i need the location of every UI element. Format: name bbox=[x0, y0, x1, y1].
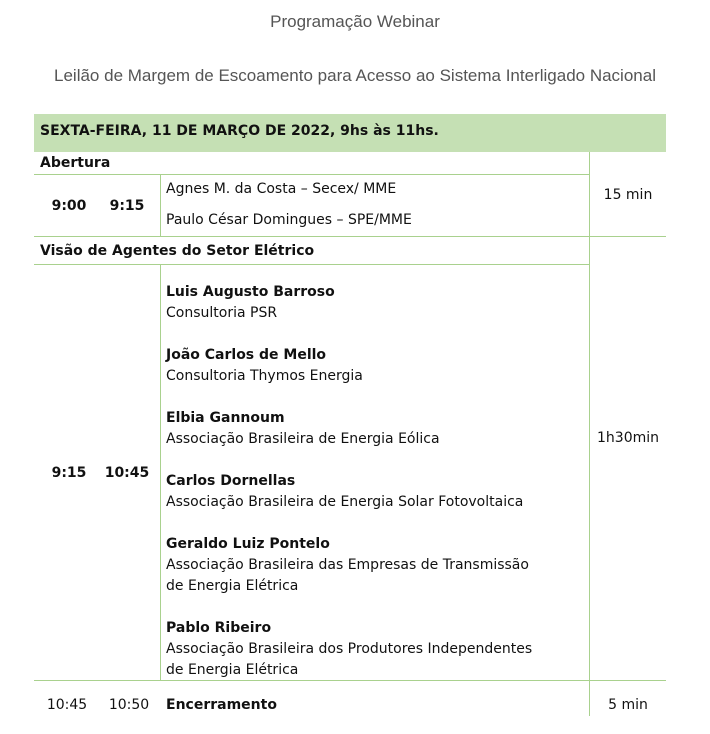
opening-end-time: 9:15 bbox=[109, 198, 145, 214]
closing-duration: 5 min bbox=[608, 697, 648, 713]
speaker-name: Carlos Dornellas bbox=[166, 473, 296, 489]
speaker-name: Pablo Ribeiro bbox=[166, 620, 272, 636]
agents-duration: 1h30min bbox=[597, 430, 659, 446]
speaker-name: Geraldo Luiz Pontelo bbox=[166, 536, 330, 552]
speaker-org: Associação Brasileira de Energia Eólica bbox=[166, 431, 440, 447]
agents-label: Visão de Agentes do Setor Elétrico bbox=[40, 243, 315, 259]
closing-end-time: 10:50 bbox=[108, 697, 150, 713]
page-title: Programação Webinar bbox=[270, 12, 440, 31]
speaker-name: Elbia Gannoum bbox=[166, 410, 285, 426]
opening-duration: 15 min bbox=[603, 187, 653, 203]
opening-section-divider bbox=[34, 236, 666, 237]
agents-label-divider bbox=[34, 264, 589, 265]
opening-speaker: Paulo César Domingues – SPE/MME bbox=[166, 212, 412, 228]
speaker-org: Associação Brasileira das Empresas de Transmissão bbox=[166, 557, 529, 573]
agents-end-time: 10:45 bbox=[104, 465, 150, 481]
date-header: SEXTA-FEIRA, 11 DE MARÇO DE 2022, 9hs às 11hs. bbox=[40, 123, 439, 139]
speaker-org: Associação Brasileira dos Produtores Independentes bbox=[166, 641, 533, 657]
speaker-org: Consultoria PSR bbox=[166, 305, 278, 321]
schedule-table bbox=[34, 114, 666, 716]
agents-time-divider bbox=[160, 264, 161, 680]
closing-start-time: 10:45 bbox=[46, 697, 88, 713]
opening-start-time: 9:00 bbox=[51, 198, 87, 214]
speaker-org: Associação Brasileira de Energia Solar Fotovoltaica bbox=[166, 494, 524, 510]
speaker-org: de Energia Elétrica bbox=[166, 578, 299, 594]
opening-time-divider bbox=[160, 174, 161, 237]
speaker-name: João Carlos de Mello bbox=[166, 347, 327, 363]
opening-label-divider bbox=[34, 174, 589, 175]
opening-label: Abertura bbox=[40, 155, 111, 171]
agents-start-time: 9:15 bbox=[51, 465, 87, 481]
speaker-org: Consultoria Thymos Energia bbox=[166, 368, 363, 384]
speaker-org: de Energia Elétrica bbox=[166, 662, 299, 678]
page-subtitle: Leilão de Margem de Escoamento para Acesso ao Sistema Interligado Nacional bbox=[54, 66, 656, 85]
speaker-name: Luis Augusto Barroso bbox=[166, 284, 335, 300]
agents-section-divider bbox=[34, 680, 666, 681]
closing-label: Encerramento bbox=[166, 697, 277, 713]
date-header-bar bbox=[34, 114, 666, 152]
opening-speaker: Agnes M. da Costa – Secex/ MME bbox=[166, 181, 397, 197]
